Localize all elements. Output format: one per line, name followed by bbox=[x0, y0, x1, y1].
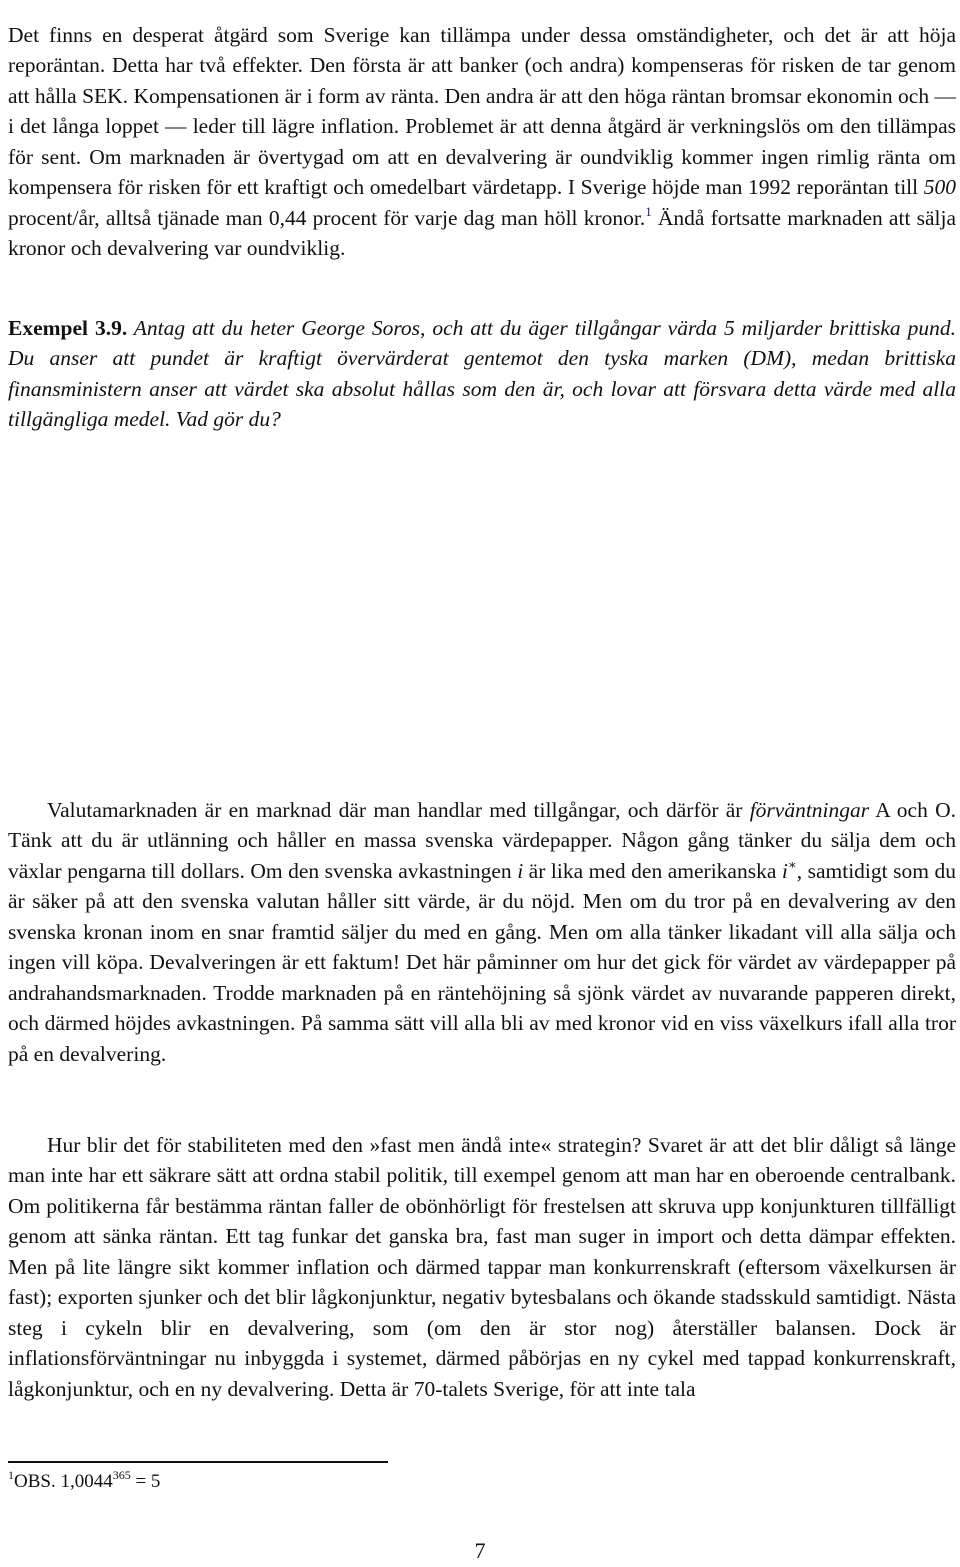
footnote-base: 1,0044 bbox=[60, 1471, 113, 1492]
math-star-superscript: ∗ bbox=[787, 856, 797, 872]
paragraph-text: A och O. Tänk att du är utlänning och håller en massa svenska värdepapper. Någon gång tänker du sälja dem och växlar pengarna till dollars. Om den svenska avkastningen bbox=[8, 797, 956, 883]
example-label: Exempel 3.9. bbox=[8, 315, 128, 340]
footnote-rest: = 5 bbox=[130, 1471, 161, 1492]
paragraph-stability bbox=[8, 1130, 956, 1405]
paragraph-text: är lika med den amerikanska bbox=[523, 858, 782, 883]
footnote-marker: 1 bbox=[8, 1468, 14, 1482]
paragraph-text: , samtidigt som du är säker på att den svenska valutan håller sitt värde, är du nöjd. Men om du tror på en devalvering av den svenska kronan inom en snar framtid säljer du med en gång. Men om alla tänker likadant vill alla sälja och ingen vill köpa. Devalveringen är ett faktum! Det här påminner om hur det gick för värdet av värdepapper på andrahandsmarknaden. Trodde marknaden på en räntehöjning så sjönk värdet av nuvarande papperen direkt, och därmed höjdes avkastningen. På samma sätt vill alla bli av med kronor vid en viss växelkurs ifall alla tror på en devalvering. bbox=[8, 858, 956, 1066]
footnote-divider bbox=[8, 1461, 388, 1463]
rate-value: 500 bbox=[923, 175, 956, 199]
page-number: 7 bbox=[474, 1538, 486, 1563]
paragraph-devaluation-measure bbox=[8, 20, 956, 264]
paragraph-text: Hur blir det för stabiliteten med den »fast men ändå inte« strategin? Svaret är att det blir dåligt så länge man inte har ett säkrare sätt att ordna stabil politik, till exempel genom att man har en oberoende centralbank. Om politikerna får bestämma räntan faller de obönhörligt för frestelsen att skruva upp konjunkturen tillfälligt genom att sänka räntan. Ett tag funkar det ganska bra, fast man suger in import och detta dämpar effekten. Men på lite längre sikt kommer inflation och därmed tappar man konkurrenskraft (eftersom växelkursen är fast); exporten sjunker och det blir lågkonjunktur, negativ bytesbalans och ökande stadsskuld samtidigt. Nästa steg i cykeln blir en devalvering, som (om den är stor nog) återställer balansen. Dock är inflationsförväntningar nu inbyggda i systemet, därmed påbörjas en ny cykel med tappad konkurrenskraft, lågkonjunktur, och en ny devalvering. Detta är 70-talets Sverige, för att inte tala bbox=[8, 1132, 956, 1401]
paragraph-text: Valutamarknaden är en marknad där man handlar med tillgångar, och därför är bbox=[47, 797, 750, 822]
daily-rate-value: 0,44 bbox=[268, 205, 307, 230]
emphasis-expectations: förväntningar bbox=[749, 797, 870, 822]
math-variable-i-star: i bbox=[781, 858, 788, 883]
paragraph-text: Ändå fortsatte marknaden att sälja kronor och devalvering var oundviklig. bbox=[8, 205, 956, 260]
example-text: Antag att du heter George Soros, och att du äger tillgångar värda 5 miljarder brittiska pund. Du anser att pundet är kraftigt övervärderat gentemot den tyska marken (DM), medan brittiska finansministern anser att värdet ska absolut hållas som den är, och lovar att försvara detta värde med alla tillgängliga medel. Vad gör du? bbox=[8, 315, 956, 431]
footnote-exponent: 365 bbox=[112, 1468, 131, 1482]
footnote-label: OBS. bbox=[14, 1471, 61, 1492]
footnote-reference[interactable]: 1 bbox=[645, 203, 652, 219]
paragraph-text: Det finns en desperat åtgärd som Sverige kan tillämpa under dessa omständigheter, och det är att höja reporäntan. Detta har två effekter. Den första är att banker (och andra) kompenseras för risken de tar genom att hålla SEK. Kompensationen är i form av ränta. Den andra är att den höga räntan bromsar ekonomin och — i det långa loppet — leder till lägre inflation. Problemet är att denna åtgärd är verkningslös om den tillämpas för sent. Om marknaden är övertygad om att en devalvering är oundviklig kommer ingen rimlig ränta om kompensera för risken för ett kraftigt och omedelbart värdetapp. I Sverige höjde man 1992 reporäntan till bbox=[8, 22, 956, 199]
paragraph-currency-market bbox=[8, 795, 956, 1070]
paragraph-text: procent/år, alltså tjänade man bbox=[8, 205, 269, 230]
paragraph-text: procent för varje dag man höll kronor. bbox=[306, 205, 646, 230]
footnote bbox=[8, 1470, 160, 1494]
example-3-9 bbox=[8, 313, 956, 435]
math-variable-i: i bbox=[517, 858, 524, 883]
